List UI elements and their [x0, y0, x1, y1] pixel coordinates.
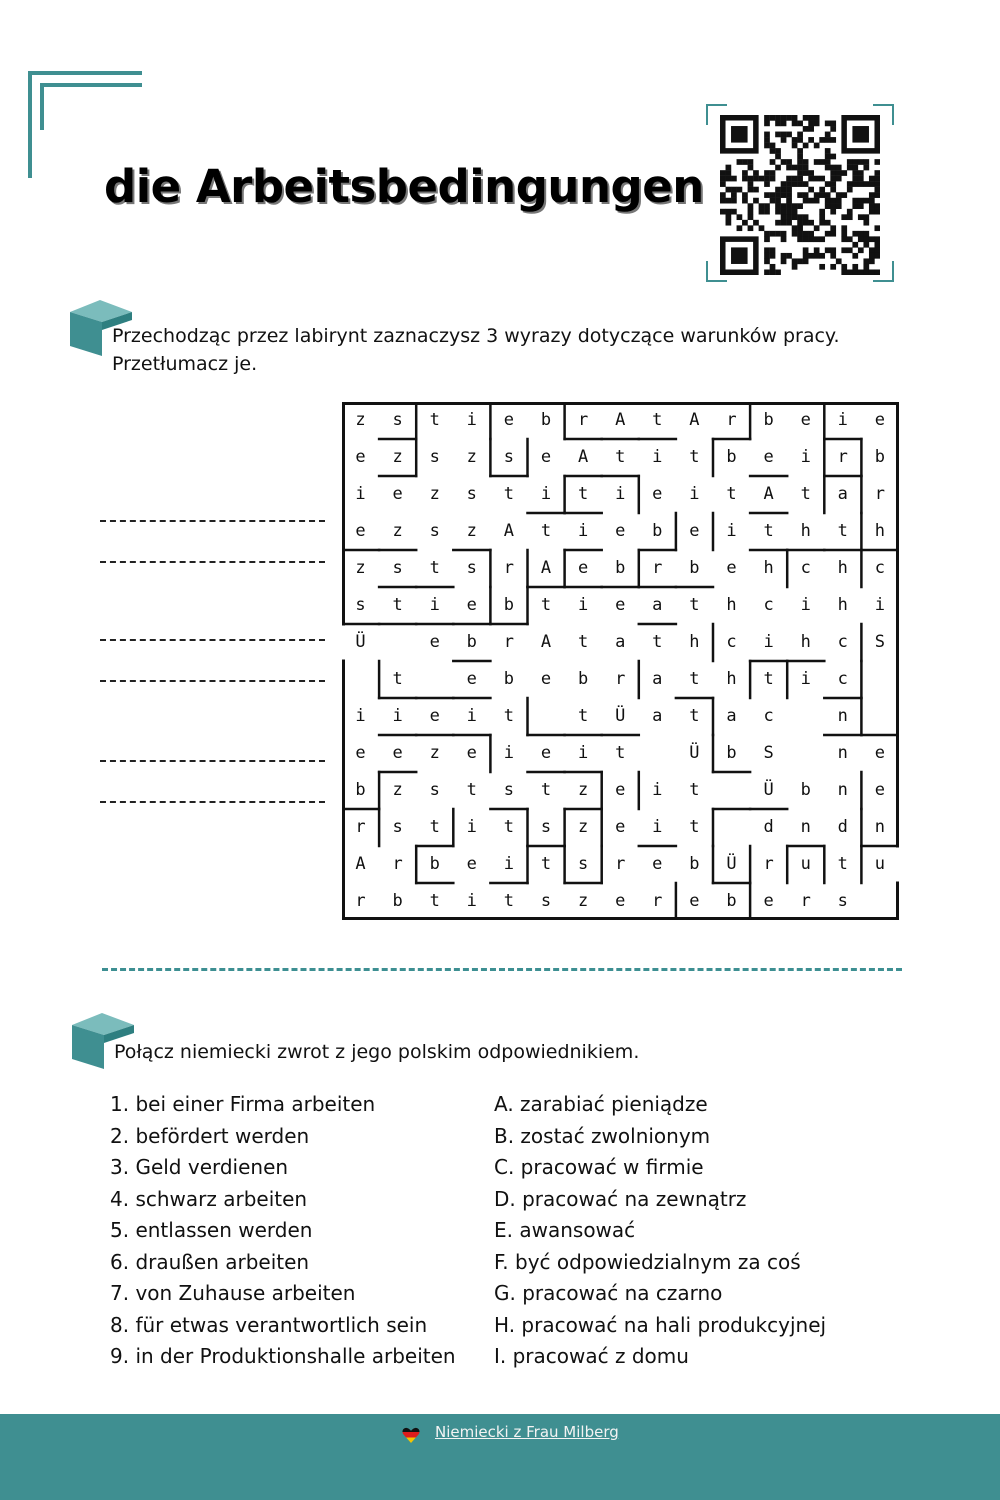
maze-letter[interactable]: t: [503, 817, 515, 837]
maze-letter[interactable]: e: [577, 558, 589, 578]
maze-letter[interactable]: t: [503, 891, 515, 911]
maze-letter[interactable]: s: [429, 447, 440, 467]
maze-letter[interactable]: i: [392, 706, 403, 726]
maze-letter[interactable]: s: [355, 595, 366, 615]
maze-letter[interactable]: e: [800, 410, 811, 430]
polish-phrase: G. pracować na czarno: [494, 1281, 723, 1305]
maze-letter[interactable]: a: [652, 706, 663, 726]
maze-letter[interactable]: t: [503, 706, 515, 726]
maze-letter[interactable]: n: [837, 743, 848, 763]
maze-letter[interactable]: t: [577, 484, 589, 504]
task1-instruction: [112, 322, 840, 378]
maze-letter[interactable]: b: [763, 410, 774, 430]
maze-letter[interactable]: [342, 661, 379, 698]
maze-letter[interactable]: A: [503, 521, 515, 541]
maze-letter[interactable]: a: [837, 484, 848, 504]
maze-letter[interactable]: i: [503, 854, 515, 874]
maze-letter[interactable]: c: [874, 558, 886, 578]
maze-letter[interactable]: z: [577, 817, 589, 837]
maze-letter[interactable]: h: [726, 669, 737, 689]
german-phrase: 4. schwarz arbeiten: [110, 1186, 308, 1211]
maze-letter[interactable]: e: [615, 780, 626, 800]
maze-letter[interactable]: Ü: [615, 706, 626, 726]
maze-letter[interactable]: z: [392, 447, 403, 467]
maze-letter[interactable]: e: [355, 521, 366, 541]
maze-letter[interactable]: r: [615, 669, 626, 689]
maze-letter[interactable]: a: [615, 632, 626, 652]
maze-letter[interactable]: i: [355, 484, 366, 504]
polish-phrase: A. zarabiać pieniądze: [494, 1092, 708, 1116]
maze-letter[interactable]: t: [837, 521, 848, 541]
maze-letter[interactable]: t: [429, 817, 440, 837]
maze-letter[interactable]: [379, 624, 416, 661]
polish-phrase: C. pracować w firmie: [494, 1155, 704, 1179]
maze-letter[interactable]: r: [355, 817, 366, 837]
maze-letter[interactable]: t: [615, 743, 626, 763]
maze-letter[interactable]: e: [355, 447, 366, 467]
maze-letter[interactable]: e: [466, 854, 477, 874]
maze-letter[interactable]: t: [429, 891, 440, 911]
maze-letter[interactable]: i: [615, 484, 626, 504]
answer-line[interactable]: [100, 760, 325, 762]
maze-letter[interactable]: t: [540, 521, 552, 541]
maze-letter[interactable]: i: [726, 521, 737, 541]
maze-letter[interactable]: S: [874, 632, 886, 652]
maze-letter[interactable]: t: [577, 632, 589, 652]
maze-letter[interactable]: e: [763, 891, 774, 911]
maze-letter[interactable]: s: [466, 558, 477, 578]
maze-letter[interactable]: r: [577, 410, 589, 430]
maze-letter[interactable]: b: [429, 854, 440, 874]
maze-letter[interactable]: r: [355, 891, 366, 911]
maze-letter[interactable]: t: [392, 595, 403, 615]
maze-letter[interactable]: h: [763, 558, 774, 578]
polish-phrase: E. awansować: [494, 1218, 636, 1242]
maze-letter[interactable]: i: [355, 706, 366, 726]
maze-letter[interactable]: r: [392, 854, 403, 874]
maze-letter[interactable]: i: [652, 817, 663, 837]
maze-letter[interactable]: s: [429, 780, 440, 800]
maze-letter[interactable]: e: [392, 484, 403, 504]
maze-letter[interactable]: n: [800, 817, 811, 837]
maze-letter[interactable]: h: [726, 595, 737, 615]
maze-letter[interactable]: t: [763, 669, 774, 689]
maze-letter[interactable]: [787, 735, 824, 772]
maze-letter[interactable]: [713, 809, 750, 846]
maze-letter[interactable]: e: [652, 854, 663, 874]
german-phrase: 9. in der Produktionshalle arbeiten: [110, 1344, 456, 1368]
maze-letter[interactable]: z: [466, 521, 477, 541]
maze-letter[interactable]: t: [392, 669, 403, 689]
maze-letter[interactable]: e: [429, 632, 440, 652]
task2-instruction: Połącz niemiecki zwrot z jego polskim odpowiednikiem.: [114, 1041, 640, 1063]
maze-letter[interactable]: e: [429, 706, 440, 726]
maze-letter[interactable]: n: [874, 817, 886, 837]
maze-letter[interactable]: b: [726, 891, 737, 911]
maze-letter[interactable]: i: [577, 521, 589, 541]
maze-letter[interactable]: i: [503, 743, 515, 763]
german-flag-icon: [402, 1426, 420, 1444]
german-phrase: 5. entlassen werden: [110, 1218, 313, 1242]
german-phrase: 8. für etwas verantwortlich sein: [110, 1312, 428, 1337]
maze-letter[interactable]: t: [837, 854, 848, 874]
maze-letter[interactable]: s: [577, 854, 589, 874]
german-phrase: 7. von Zuhause arbeiten: [110, 1281, 356, 1305]
maze-letter[interactable]: e: [540, 669, 552, 689]
maze-letter[interactable]: a: [652, 669, 663, 689]
maze-letter[interactable]: i: [466, 706, 477, 726]
maze-letter[interactable]: e: [466, 743, 477, 763]
maze-letter[interactable]: b: [540, 410, 552, 430]
maze-letter[interactable]: e: [355, 743, 366, 763]
maze-letter[interactable]: s: [392, 558, 403, 578]
maze-letter[interactable]: e: [689, 521, 700, 541]
maze-letter[interactable]: c: [726, 632, 737, 652]
maze-letter[interactable]: [787, 698, 824, 735]
letter-maze[interactable]: [342, 402, 899, 920]
maze-letter[interactable]: h: [837, 595, 848, 615]
maze-letter[interactable]: c: [763, 595, 774, 615]
maze-letter[interactable]: e: [874, 410, 886, 430]
maze-letter[interactable]: i: [800, 669, 811, 689]
maze-letter[interactable]: i: [837, 410, 848, 430]
maze-letter[interactable]: t: [503, 484, 515, 504]
maze-letter[interactable]: i: [763, 632, 774, 652]
maze-letter[interactable]: c: [800, 558, 811, 578]
maze-letter[interactable]: i: [466, 817, 477, 837]
maze-letter[interactable]: b: [392, 891, 403, 911]
maze-letter[interactable]: e: [615, 891, 626, 911]
maze-letter[interactable]: A: [540, 558, 552, 578]
maze-letter[interactable]: Ü: [689, 743, 700, 763]
maze-letter[interactable]: b: [652, 521, 663, 541]
maze-letter[interactable]: t: [800, 484, 811, 504]
maze-letter[interactable]: t: [540, 854, 552, 874]
maze-letter[interactable]: t: [540, 595, 552, 615]
maze-letter[interactable]: i: [577, 595, 589, 615]
maze-letter[interactable]: A: [540, 632, 552, 652]
maze-letter[interactable]: A: [355, 854, 366, 874]
polish-phrase: B. zostać zwolnionym: [494, 1123, 711, 1148]
section-divider: [102, 968, 902, 971]
maze-letter[interactable]: s: [837, 891, 848, 911]
maze-letter[interactable]: z: [392, 521, 403, 541]
maze-letter[interactable]: t: [689, 817, 700, 837]
maze-letter[interactable]: h: [800, 521, 811, 541]
maze-letter[interactable]: h: [689, 632, 700, 652]
maze-letter[interactable]: [713, 772, 750, 809]
maze-letter[interactable]: b: [503, 669, 515, 689]
maze-letter[interactable]: s: [392, 817, 403, 837]
maze-letter[interactable]: z: [429, 743, 440, 763]
polish-phrases-list: [494, 1089, 826, 1373]
maze-letter[interactable]: b: [577, 669, 589, 689]
maze-letter[interactable]: u: [874, 854, 886, 874]
maze-letter[interactable]: [861, 661, 898, 698]
maze-letter[interactable]: n: [837, 780, 848, 800]
maze-letter[interactable]: t: [540, 780, 552, 800]
maze-letter[interactable]: A: [689, 410, 700, 430]
maze-letter[interactable]: s: [429, 521, 440, 541]
polish-phrase: F. być odpowiedzialnym za coś: [494, 1249, 801, 1274]
german-phrase: 6. draußen arbeiten: [110, 1249, 310, 1274]
answer-line[interactable]: [100, 520, 325, 522]
maze-letter[interactable]: r: [615, 854, 626, 874]
answer-line[interactable]: [100, 639, 325, 641]
maze-letter[interactable]: i: [652, 447, 663, 467]
maze-letter[interactable]: [639, 735, 676, 772]
maze-letter[interactable]: [528, 698, 565, 735]
maze-letter[interactable]: n: [837, 706, 848, 726]
maze-letter[interactable]: c: [837, 632, 848, 652]
german-phrases-list: [110, 1089, 456, 1373]
maze-letter[interactable]: t: [689, 595, 700, 615]
maze-letter[interactable]: b: [874, 447, 886, 467]
maze-letter[interactable]: h: [800, 632, 811, 652]
maze-letter[interactable]: A: [577, 447, 589, 467]
maze-letter[interactable]: i: [800, 447, 811, 467]
maze-letter[interactable]: t: [652, 632, 663, 652]
maze-letter[interactable]: b: [800, 780, 811, 800]
maze-letter[interactable]: i: [652, 780, 663, 800]
maze-letter[interactable]: r: [503, 632, 515, 652]
maze-letter[interactable]: e: [392, 743, 403, 763]
maze-letter[interactable]: z: [355, 410, 366, 430]
maze-letter[interactable]: [861, 883, 898, 920]
maze-letter[interactable]: t: [726, 484, 737, 504]
maze-letter[interactable]: a: [726, 706, 737, 726]
maze-letter[interactable]: i: [429, 595, 440, 615]
task1-line2: Przetłumacz je.: [112, 353, 258, 375]
german-phrase: 1. bei einer Firma arbeiten: [110, 1092, 376, 1116]
maze-letter[interactable]: z: [429, 484, 440, 504]
maze-letter[interactable]: s: [466, 484, 477, 504]
german-phrase: 3. Geld verdienen: [110, 1155, 289, 1179]
maze-letter[interactable]: r: [652, 558, 663, 578]
maze-letter[interactable]: t: [466, 780, 477, 800]
answer-line[interactable]: [100, 561, 325, 563]
maze-letter[interactable]: e: [874, 743, 886, 763]
polish-phrase: I. pracować z domu: [494, 1344, 689, 1368]
maze-letter[interactable]: i: [800, 595, 811, 615]
maze-letter[interactable]: t: [429, 558, 440, 578]
maze-letter[interactable]: t: [689, 706, 700, 726]
maze-letter[interactable]: t: [689, 447, 700, 467]
maze-letter[interactable]: i: [466, 891, 477, 911]
maze-letter[interactable]: d: [837, 817, 848, 837]
maze-letter[interactable]: z: [392, 780, 403, 800]
maze-letter[interactable]: r: [503, 558, 515, 578]
maze-letter[interactable]: h: [874, 521, 886, 541]
maze-letter[interactable]: e: [540, 743, 552, 763]
maze-letter[interactable]: i: [689, 484, 700, 504]
maze-letter[interactable]: S: [763, 743, 774, 763]
answer-line[interactable]: [100, 680, 325, 682]
maze-letter[interactable]: b: [726, 743, 737, 763]
maze-letter[interactable]: Ü: [763, 780, 774, 800]
maze-letter[interactable]: b: [466, 632, 477, 652]
page-title: die Arbeitsbedingungen: [104, 160, 704, 213]
polish-phrase: D. pracować na zewnątrz: [494, 1186, 747, 1211]
maze-letter[interactable]: i: [874, 595, 886, 615]
maze-letter[interactable]: t: [577, 706, 589, 726]
maze-letter[interactable]: i: [466, 410, 477, 430]
maze-letter[interactable]: e: [466, 595, 477, 615]
maze-letter[interactable]: t: [763, 521, 774, 541]
maze-letter[interactable]: b: [689, 854, 700, 874]
maze-letter[interactable]: t: [615, 447, 626, 467]
maze-letter[interactable]: b: [689, 558, 700, 578]
maze-letter[interactable]: e: [689, 891, 700, 911]
maze-letter[interactable]: e: [615, 817, 626, 837]
maze-letter[interactable]: e: [615, 521, 626, 541]
maze-letter[interactable]: d: [763, 817, 774, 837]
maze-letter[interactable]: s: [503, 780, 515, 800]
maze-letter[interactable]: s: [540, 891, 552, 911]
maze-letter[interactable]: z: [466, 447, 477, 467]
maze-letter[interactable]: e: [503, 410, 515, 430]
maze-letter[interactable]: b: [503, 595, 515, 615]
maze-letter[interactable]: t: [652, 410, 663, 430]
maze-letter[interactable]: a: [652, 595, 663, 615]
polish-phrase: H. pracować na hali produkcyjnej: [494, 1312, 827, 1337]
maze-letter[interactable]: e: [615, 595, 626, 615]
maze-letter[interactable]: r: [763, 854, 774, 874]
maze-letter[interactable]: e: [874, 780, 886, 800]
maze-letter[interactable]: b: [615, 558, 626, 578]
maze-letter[interactable]: z: [577, 891, 589, 911]
german-phrase: 2. befördert werden: [110, 1123, 310, 1148]
maze-letter[interactable]: r: [874, 484, 886, 504]
maze-letter[interactable]: r: [726, 410, 737, 430]
qr-code-icon[interactable]: [720, 115, 880, 275]
maze-letter[interactable]: r: [837, 447, 848, 467]
maze-letter[interactable]: t: [689, 780, 700, 800]
maze-letter[interactable]: A: [763, 484, 774, 504]
maze-letter[interactable]: r: [800, 891, 811, 911]
maze-letter[interactable]: u: [800, 854, 811, 874]
maze-letter[interactable]: c: [837, 669, 848, 689]
maze-letter[interactable]: t: [689, 669, 700, 689]
maze-letter[interactable]: s: [503, 447, 515, 467]
maze-letter[interactable]: Ü: [726, 854, 737, 874]
maze-letter[interactable]: s: [540, 817, 552, 837]
maze-letter[interactable]: e: [763, 447, 774, 467]
maze-letter[interactable]: r: [652, 891, 663, 911]
maze-letter[interactable]: t: [429, 410, 440, 430]
maze-letter[interactable]: z: [577, 780, 589, 800]
maze-letter[interactable]: z: [355, 558, 366, 578]
footer-link[interactable]: Niemiecki z Frau Milberg: [435, 1423, 619, 1441]
maze-letter[interactable]: i: [577, 743, 589, 763]
maze-letter[interactable]: c: [763, 706, 774, 726]
maze-letter[interactable]: A: [615, 410, 626, 430]
maze-letter[interactable]: e: [726, 558, 737, 578]
maze-letter[interactable]: b: [726, 447, 737, 467]
answer-line[interactable]: [100, 801, 325, 803]
maze-letter[interactable]: e: [540, 447, 552, 467]
maze-letter[interactable]: s: [392, 410, 403, 430]
maze-letter[interactable]: [416, 661, 453, 698]
maze-letter[interactable]: e: [466, 669, 477, 689]
maze-letter[interactable]: i: [540, 484, 552, 504]
maze-letter[interactable]: h: [837, 558, 848, 578]
maze-letter[interactable]: e: [652, 484, 663, 504]
maze-letter[interactable]: b: [355, 780, 366, 800]
task1-line1: Przechodząc przez labirynt zaznaczysz 3 wyrazy dotyczące warunków pracy.: [112, 325, 840, 347]
maze-letter[interactable]: Ü: [355, 632, 366, 652]
